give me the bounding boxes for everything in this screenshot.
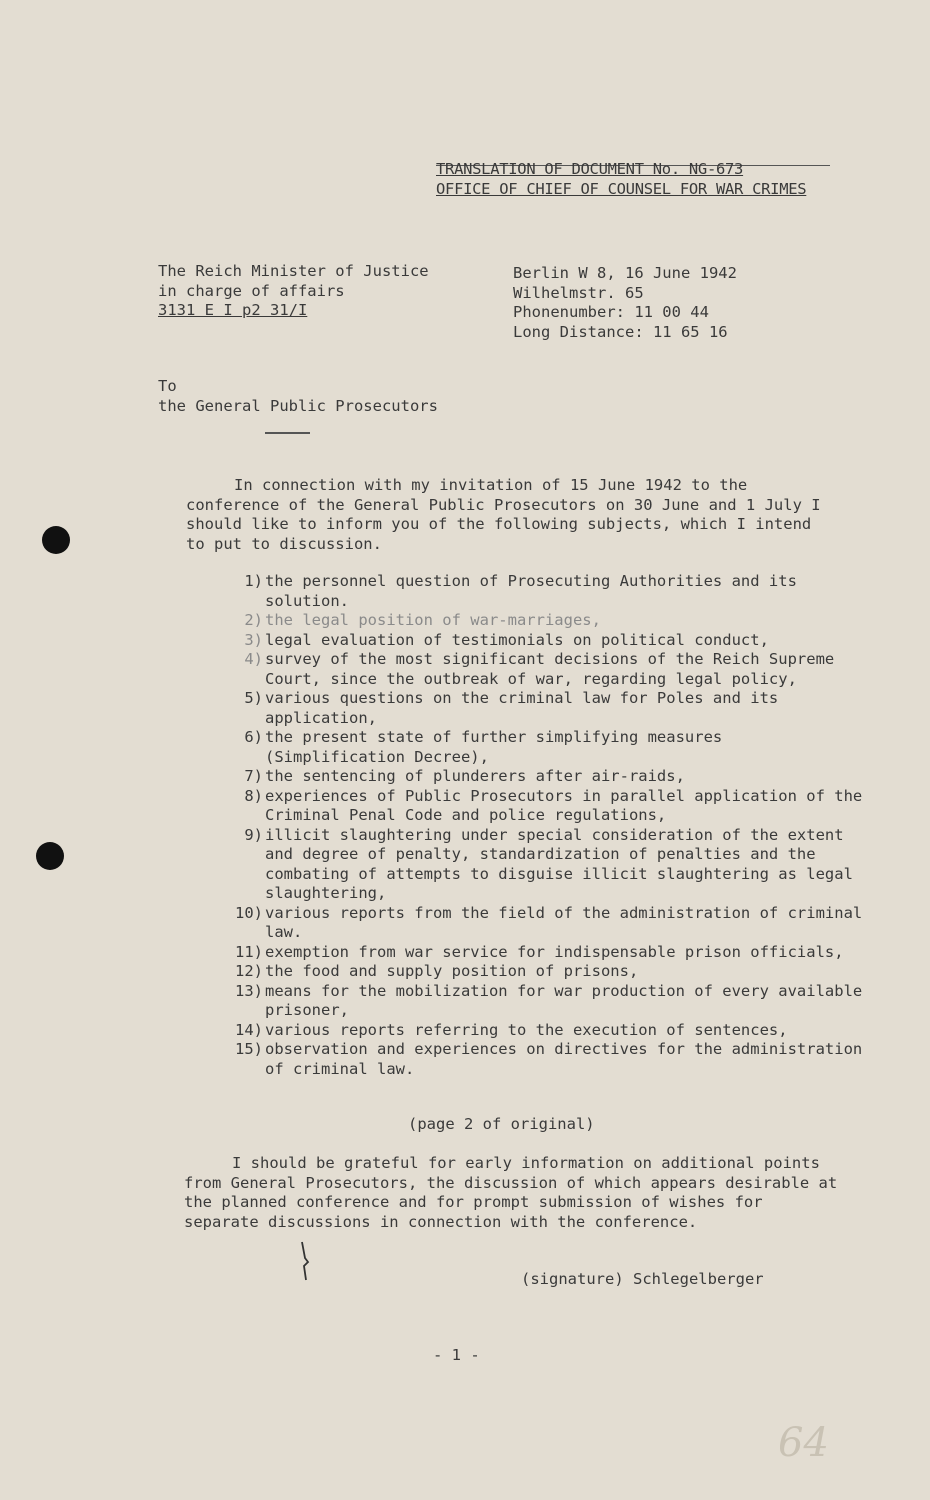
item-number: 13) (235, 981, 263, 1000)
closing-paragraph (184, 1154, 844, 1232)
recipient-block (158, 377, 558, 416)
item-text: the present state of further simplifying measures (Simplification Decree), (265, 728, 723, 766)
location-line-2: Wilhelmstr. 65 (513, 283, 644, 302)
sender-reference: 3131 E I p2 31/I (158, 301, 308, 319)
sender-block (158, 262, 478, 321)
punch-hole-top (42, 526, 70, 554)
list-item (218, 650, 868, 689)
item-number: 4) (244, 650, 263, 668)
subject-list (218, 572, 868, 1079)
item-text: various questions on the criminal law for Poles and its application, (265, 689, 779, 727)
location-line-1: Berlin W 8, 16 June 1942 (513, 264, 737, 282)
item-number: 7) (244, 767, 263, 785)
location-block (513, 264, 813, 342)
list-item (218, 1021, 868, 1041)
list-item (218, 689, 868, 728)
list-item (218, 1040, 868, 1079)
item-text: various reports referring to the execution of sentences, (265, 1020, 788, 1039)
punch-hole-bottom (36, 842, 64, 870)
item-number: 12) (235, 962, 263, 980)
list-item (218, 787, 868, 826)
translation-header (436, 160, 836, 199)
item-number: 1) (244, 572, 263, 590)
item-text: the personnel question of Prosecuting Authorities and its solution. (265, 572, 797, 610)
item-text: observation and experiences on directives for the administration of criminal law. (265, 1040, 863, 1078)
recipient-line-1: To (158, 377, 177, 395)
header-line-2: OFFICE OF CHIEF OF COUNSEL FOR WAR CRIMES (436, 179, 807, 198)
list-item (218, 826, 868, 904)
page-reference: (page 2 of original) (408, 1115, 595, 1133)
list-item (218, 728, 868, 767)
separator-dash (265, 432, 310, 434)
list-item (218, 572, 868, 611)
item-number: 6) (244, 728, 263, 746)
item-number: 15) (235, 1040, 263, 1058)
item-text: survey of the most significant decisions of the Reich Supreme Court, since the outbreak of war, regarding legal policy, (265, 650, 835, 688)
location-line-4: Long Distance: 11 65 16 (513, 322, 728, 341)
item-text: the sentencing of plunderers after air-raids, (265, 767, 685, 785)
intro-text: In connection with my invitation of 15 June 1942 to the conference of the General Public Prosecutors on 30 June and 1 July I should like to inform you of the following subjects, which I intend to put to discussion. (186, 476, 821, 553)
page-number: - 1 - (433, 1346, 480, 1364)
item-number: 8) (244, 786, 263, 805)
archive-stamp-number: 64 (778, 1420, 829, 1466)
item-number: 3) (244, 630, 263, 649)
item-text: the food and supply position of prisons, (265, 962, 639, 980)
item-text: exemption from war service for indispensable prison officials, (265, 942, 844, 961)
recipient-line-2: the General Public Prosecutors (158, 396, 438, 415)
item-text: illicit slaughtering under special consideration of the extent and degree of penalty, standardization of penalties and the combating of attempts to disguise illicit slaughtering as legal slaughtering, (265, 825, 853, 902)
item-text: means for the mobilization for war production of every available prisoner, (265, 981, 863, 1019)
item-number: 9) (244, 825, 263, 844)
header-line-1: TRANSLATION OF DOCUMENT No. NG-673 (436, 160, 744, 178)
sender-line-2: in charge of affairs (158, 281, 345, 300)
item-number: 2) (244, 611, 263, 629)
ink-mark-icon (298, 1240, 310, 1282)
list-item (218, 904, 868, 943)
location-line-3: Phonenumber: 11 00 44 (513, 303, 709, 321)
item-number: 14) (235, 1020, 263, 1039)
item-number: 11) (235, 942, 263, 961)
item-number: 5) (244, 689, 263, 707)
list-item (218, 611, 868, 631)
item-number: 10) (235, 903, 263, 922)
item-text: experiences of Public Prosecutors in parallel application of the Criminal Penal Code and police regulations, (265, 786, 863, 824)
list-item (218, 943, 868, 963)
list-item (218, 631, 868, 651)
item-text: various reports from the field of the administration of criminal law. (265, 903, 863, 941)
list-item (218, 962, 868, 982)
list-item (218, 982, 868, 1021)
item-text: legal evaluation of testimonials on political conduct, (265, 630, 769, 649)
item-text: the legal position of war-marriages, (265, 611, 601, 629)
signature: (signature) Schlegelberger (521, 1270, 764, 1288)
closing-text: I should be grateful for early information on additional points from General Prosecutors, the discussion of which appears desirable at the planned conference and for prompt submission of wishes for separate discussions in connection with the conference. (184, 1154, 838, 1231)
sender-line-1: The Reich Minister of Justice (158, 262, 429, 280)
list-item (218, 767, 868, 787)
intro-paragraph (186, 476, 836, 554)
